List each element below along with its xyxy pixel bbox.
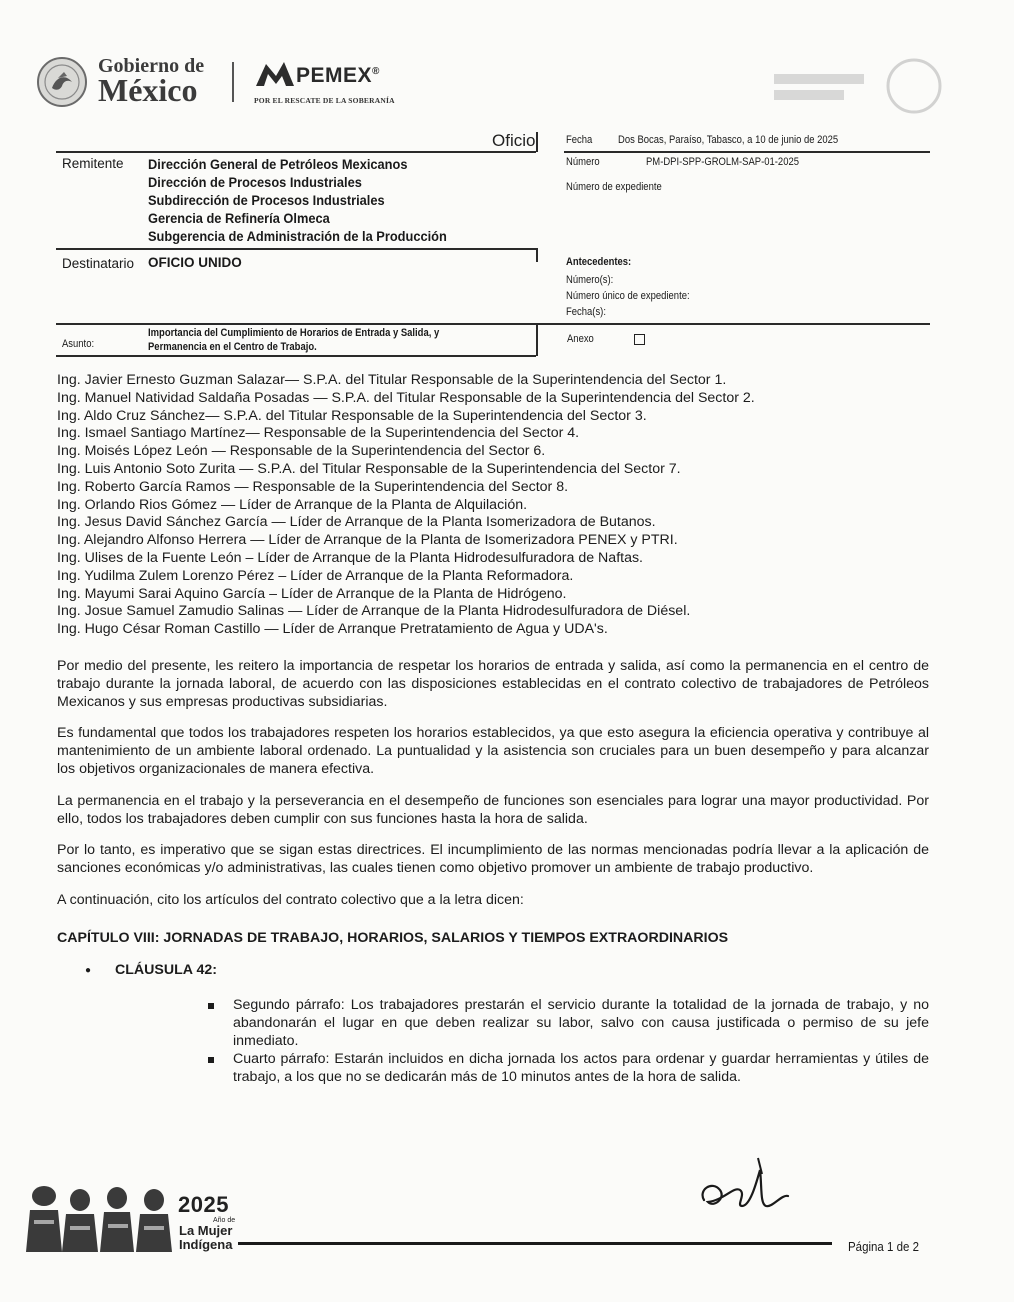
numero-label: Número (566, 156, 600, 168)
recipients-list (57, 372, 929, 639)
mujer-indigena-label (179, 1224, 232, 1252)
pemex-tagline: POR EL RESCATE DE LA SOBERANÍA (254, 96, 395, 105)
antecedentes-label: Antecedentes: (566, 256, 632, 268)
recipient: Ing. Alejandro Alfonso Herrera — Líder de Arranque de la Planta de Isomerizadora PENEX y PTRI. (57, 532, 678, 549)
numero-value: PM-DPI-SPP-GROLM-SAP-01-2025 (646, 156, 799, 168)
pemex-name: PEMEX (296, 64, 373, 87)
recipient: Ing. Roberto García Ramos — Responsable de la Superintendencia del Sector 8. (57, 478, 569, 495)
fecha-value: Dos Bocas, Paraíso, Tabasco, a 10 de junio de 2025 (618, 134, 839, 146)
remitente-vrule (536, 248, 538, 262)
recipient: Ing. Javier Ernesto Guzman Salazar— S.P.A. del Titular Responsable de la Superintendencia del Sector 1. (57, 372, 727, 388)
body-paragraph: Es fundamental que todos los trabajadores respeten los horarios establecidos, ya que esto asegura la eficiencia operativa y contribuye al mantenimiento de un ambiente laboral ordenado. La puntualidad y la asistencia son cruciales para un buen desempeño y para alcanzar los objetivos organizacionales de manera efectiva. (57, 725, 929, 777)
recipient: Ing. Luis Antonio Soto Zurita — S.P.A. del Titular Responsable de la Superintendencia del Sector 7. (57, 460, 681, 477)
clause-items (233, 997, 929, 1086)
body-paragraph: Por lo tanto, es imperativo que se sigan estas directrices. El incumplimiento de las normas mencionadas podría llevar a la aplicación de sanciones económicas y/o administrativas, las cuales tienen como objetivo promover un ambiente de trabajo productivo. (57, 842, 929, 877)
header-vrule (536, 132, 538, 152)
destinatario-rule (56, 323, 930, 325)
body-paragraph: A continuación, cito los artículos del contrato colectivo que a la letra dicen: (57, 891, 524, 908)
header-rule-top (56, 151, 536, 153)
recipient: Ing. Moisés López León — Responsable de la Superintendencia del Sector 6. (57, 443, 546, 460)
destinatario-label: Destinatario (62, 256, 135, 271)
clause-item: Cuarto párrafo: Estarán incluidos en dicha jornada los actos para ordenar y guardar herramientas y útiles de trabajo, a los que no se dedicarán más de 10 minutos antes de la hora de salida. (233, 1050, 929, 1085)
recipient: Ing. Ismael Santiago Martínez— Responsable de la Superintendencia del Sector 4. (57, 425, 580, 442)
recipient: Ing. Josue Samuel Zamudio Salinas — Líder de Arranque de la Planta Hidrodesulfuradora de Diésel. (57, 603, 691, 620)
remitente-line: Subdirección de Procesos Industriales (148, 193, 385, 208)
anexo-checkbox[interactable] (634, 334, 645, 345)
recipient: Ing. Aldo Cruz Sánchez— S.P.A. del Titular Responsable de la Superintendencia del Sector 3. (57, 407, 647, 424)
letter-body (57, 372, 929, 1086)
gobierno-logo-line1: Gobierno de (98, 55, 205, 77)
year-subtitle: Año de (213, 1217, 236, 1224)
remitente-label: Remitente (62, 156, 124, 171)
clause-item: Segundo párrafo: Los trabajadores prestarán el servicio durante la totalidad de la jornada de trabajo, y no abandonarán el lugar en que deben realizar su labor, salvo con causa justificada o permiso de su jefe inmediato. (233, 997, 929, 1049)
fechas-label: Fecha(s): (566, 306, 606, 318)
body-paragraph: Por medio del presente, les reitero la importancia de respetar los horarios de entrada y salida, así como la permanencia en el centro de trabajo durante la jornada laboral, de acuerdo con las disposiciones establecidas en el contrato colectivo de trabajadores de Petróleos Mexicanos y sus empresas productivas subsidiarias. (57, 657, 929, 710)
recipient: Ing. Jesus David Sánchez García — Líder de Arranque de la Planta Isomerizadora de Butanos. (57, 514, 656, 531)
recipient: Ing. Mayumi Sarai Aquino García – Líder de Arranque de la Planta de Hidrógeno. (57, 585, 567, 602)
signature-mark (690, 1150, 800, 1226)
asunto-vrule (536, 325, 538, 356)
asunto-label: Asunto: (62, 338, 95, 350)
recipient: Ing. Orlando Rios Gómez — Líder de Arranque de la Planta de Alquilación. (57, 496, 528, 513)
anexo-label: Anexo (567, 333, 594, 345)
destinatario-value: OFICIO UNIDO (148, 255, 242, 270)
expediente-label: Número de expediente (566, 181, 662, 193)
pemex-eagle-icon (254, 58, 296, 90)
pemex-logo-text (296, 64, 380, 88)
logo-divider (232, 62, 234, 102)
footer-rule (238, 1242, 832, 1245)
fecha-label: Fecha (566, 134, 593, 146)
recipient: Ing. Hugo César Roman Castillo — Líder de Arranque Pretratamiento de Agua y UDA's. (57, 621, 608, 638)
recipient: Ing. Manuel Natividad Saldaña Posadas — S.P.A. del Titular Responsable de la Superintendencia del Sector 2. (57, 389, 755, 406)
gobierno-de-mexico-logo (98, 56, 204, 106)
remitente-rule (56, 248, 536, 250)
page-number: Página 1 de 2 (848, 1240, 919, 1254)
asunto-rule (56, 355, 536, 357)
remitente-block (148, 156, 447, 246)
recipient: Ing. Yudilma Zulem Lorenzo Pérez – Líder de Arranque de la Planta Reformadora. (57, 567, 574, 584)
remitente-line: Gerencia de Refinería Olmeca (148, 211, 330, 226)
indigenous-women-illustration (22, 1180, 178, 1254)
chapter-title: CAPÍTULO VIII: JORNADAS DE TRABAJO, HORARIOS, SALARIOS Y TIEMPOS EXTRAORDINARIOS (57, 929, 729, 946)
remitente-line: Dirección General de Petróleos Mexicanos (148, 157, 408, 172)
remitente-line: Subgerencia de Administración de la Producción (148, 229, 447, 244)
mexico-seal-icon (36, 56, 88, 108)
gobierno-logo-line2: México (98, 72, 198, 108)
recipient: Ing. Ulises de la Fuente León – Líder de Arranque de la Planta Hidrodesulfuradora de Naftas. (57, 549, 644, 566)
year-2025: 2025 (178, 1192, 229, 1217)
bleed-through-logo (764, 56, 944, 116)
mujer-line-1: La Mujer (179, 1223, 233, 1238)
asunto-line-2: Permanencia en el Centro de Trabajo. (148, 341, 317, 353)
remitente-line: Dirección de Procesos Industriales (148, 175, 362, 190)
pemex-registered-mark: ® (372, 66, 380, 77)
mujer-line-2: Indígena (179, 1237, 233, 1252)
clause-title: ● CLÁUSULA 42: (115, 962, 929, 980)
numero-unico-label: Número único de expediente: (566, 290, 690, 302)
numeros-label: Número(s): (566, 274, 614, 286)
oficio-label: Oficio (492, 131, 536, 150)
body-paragraph: La permanencia en el trabajo y la perseverancia en el desempeño de funciones son esenciales para lograr una mayor productividad. Por ello, todos los trabajadores deben cumplir con sus funciones hasta la hora de salida. (57, 792, 929, 827)
fecha-rule (564, 151, 930, 153)
asunto-line-1: Importancia del Cumplimiento de Horarios de Entrada y Salida, y (148, 327, 440, 339)
